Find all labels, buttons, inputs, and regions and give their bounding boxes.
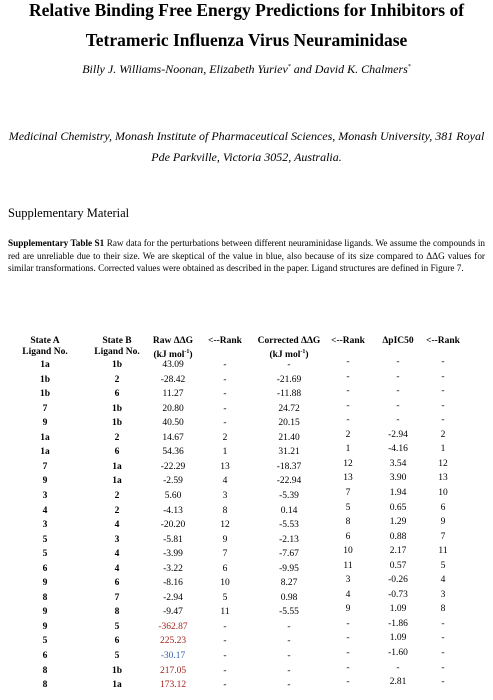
cell-raw-ddg: -362.87 — [158, 621, 188, 632]
cell-rank-dpic50: - — [441, 648, 445, 658]
cell-corrected-ddg: - — [287, 651, 291, 661]
cell-rank-dpic50: 10 — [438, 487, 448, 498]
cell-dpic50: - — [396, 357, 400, 367]
cell-raw-ddg: -3.22 — [163, 563, 183, 574]
cell-state-a: 9 — [42, 418, 48, 429]
cell-rank-dpic50: - — [441, 662, 445, 673]
header-corrected-ddg — [250, 336, 328, 361]
cell-state-b: 4 — [114, 549, 120, 560]
cell-rank-corrected: - — [346, 415, 350, 426]
cell-rank-corrected: 6 — [345, 531, 351, 542]
header-state-b — [84, 336, 150, 358]
header-state-a-label: State A — [30, 336, 60, 346]
cell-raw-ddg: -2.59 — [163, 476, 183, 487]
cell-state-b: 6 — [114, 636, 120, 647]
cell-raw-ddg: -22.29 — [160, 461, 186, 472]
cell-dpic50: 1.29 — [389, 517, 407, 528]
cell-state-a: 1a — [40, 447, 50, 458]
cell-raw-ddg: 40.50 — [162, 418, 184, 429]
cell-state-a: 4 — [42, 505, 48, 516]
cell-state-b: 8 — [114, 607, 120, 618]
cell-state-b: 1b — [111, 403, 123, 414]
cell-rank-corrected: 7 — [345, 487, 351, 498]
cell-rank-dpic50: - — [441, 386, 445, 397]
cell-rank-dpic50: 6 — [440, 502, 446, 513]
cell-raw-ddg: 173.12 — [159, 680, 187, 691]
header-raw-ddg-label: Raw ΔΔG — [152, 336, 194, 346]
cell-state-b: 5 — [114, 651, 120, 661]
cell-state-a: 9 — [42, 621, 48, 632]
cell-state-b: 1b — [111, 418, 123, 429]
cell-corrected-ddg: - — [287, 636, 291, 647]
cell-rank-dpic50: 13 — [438, 473, 448, 484]
cell-rank-raw: - — [223, 651, 227, 661]
cell-state-a: 6 — [42, 651, 48, 661]
cell-rank-dpic50: - — [441, 618, 445, 629]
cell-rank-corrected: 12 — [343, 458, 353, 469]
cell-rank-dpic50: 9 — [440, 517, 446, 528]
cell-raw-ddg: -30.17 — [160, 651, 186, 661]
cell-state-a: 3 — [42, 520, 48, 531]
cell-rank-dpic50: 5 — [440, 560, 446, 571]
cell-rank-raw: 4 — [222, 476, 228, 487]
cell-corrected-ddg: 0.14 — [280, 505, 298, 516]
cell-rank-raw: 6 — [222, 563, 228, 574]
cell-rank-dpic50: 12 — [438, 458, 448, 469]
cell-state-a: 5 — [42, 534, 48, 545]
cell-state-b: 1b — [111, 665, 123, 676]
unit-pre: (kJ mol — [153, 350, 185, 361]
cell-state-b: 1a — [112, 476, 122, 487]
cell-dpic50: 1.94 — [389, 487, 407, 498]
cell-state-b: 4 — [114, 563, 120, 574]
cell-rank-dpic50: 7 — [440, 531, 446, 542]
cell-corrected-ddg: -22.94 — [276, 476, 302, 487]
cell-raw-ddg: -8.16 — [163, 578, 183, 589]
affiliation-line-1: Medicinal Chemistry, Monash Institute of Pharmaceutical Sciences, Monash University, 381 Royal — [8, 129, 485, 143]
author-name: Elizabeth Yuriev — [209, 62, 288, 76]
cell-rank-dpic50: - — [441, 633, 445, 644]
cell-rank-raw: - — [223, 403, 227, 414]
cell-state-a: 1a — [40, 360, 50, 370]
cell-dpic50: -0.26 — [388, 575, 408, 586]
cell-rank-corrected: - — [346, 633, 350, 644]
cell-rank-raw: 10 — [220, 578, 230, 589]
section-heading: Supplementary Material — [8, 206, 130, 220]
affiliation-line-2: Pde Parkville, Victoria 3052, Australia. — [151, 150, 342, 164]
header-raw-ddg — [143, 336, 203, 361]
cell-raw-ddg: -20.20 — [160, 520, 186, 531]
cell-dpic50: - — [396, 415, 400, 426]
cell-rank-corrected: 3 — [345, 575, 351, 586]
cell-state-a: 1b — [39, 374, 51, 385]
cell-corrected-ddg: 24.72 — [278, 403, 300, 414]
cell-state-a: 7 — [42, 461, 48, 472]
cell-rank-raw: 3 — [222, 490, 228, 501]
cell-dpic50: -4.16 — [388, 444, 408, 455]
cell-state-b: 1b — [111, 360, 123, 370]
cell-state-a: 7 — [42, 403, 48, 414]
cell-state-a: 3 — [42, 490, 48, 501]
cell-rank-dpic50: - — [441, 415, 445, 426]
cell-rank-dpic50: 3 — [440, 589, 446, 600]
cell-corrected-ddg: 8.27 — [280, 578, 298, 589]
cell-rank-dpic50: - — [441, 357, 445, 367]
cell-raw-ddg: 11.27 — [162, 389, 184, 400]
cell-dpic50: -2.94 — [388, 429, 408, 440]
header-corr-label: Corrected ΔΔG — [257, 336, 321, 346]
header-dpic50: ΔpIC50 — [382, 336, 414, 346]
cell-rank-corrected: 4 — [345, 589, 351, 600]
cell-rank-raw: 5 — [222, 592, 228, 603]
cell-rank-dpic50: - — [441, 677, 445, 688]
cell-rank-dpic50: - — [441, 371, 445, 382]
cell-rank-raw: 2 — [222, 432, 228, 443]
cell-rank-corrected: - — [346, 618, 350, 629]
cell-corrected-ddg: -2.13 — [279, 534, 299, 545]
cell-rank-raw: - — [223, 636, 227, 647]
caption-label: Supplementary Table S1 — [8, 238, 105, 248]
unit-sup: -1 — [300, 349, 306, 355]
cell-corrected-ddg: - — [287, 621, 291, 632]
cell-state-b: 1a — [112, 461, 122, 472]
unit-sup: -1 — [184, 349, 190, 355]
cell-rank-corrected: - — [346, 648, 350, 658]
cell-rank-corrected: 2 — [345, 429, 351, 440]
cell-corrected-ddg: -5.39 — [279, 490, 299, 501]
cell-rank-dpic50: 1 — [440, 444, 446, 455]
cell-state-a: 1b — [39, 389, 51, 400]
cell-rank-corrected: - — [346, 357, 350, 367]
cell-dpic50: 1.09 — [389, 604, 407, 615]
cell-corrected-ddg: -9.95 — [279, 563, 299, 574]
corresponding-author-mark: * — [287, 64, 291, 70]
cell-corrected-ddg: 21.40 — [278, 432, 300, 443]
cell-state-a: 5 — [42, 549, 48, 560]
cell-raw-ddg: 54.36 — [162, 447, 184, 458]
cell-state-a: 1a — [40, 432, 50, 443]
author-separator: , — [203, 62, 210, 76]
cell-dpic50: 2.17 — [389, 546, 407, 557]
table-caption — [8, 237, 485, 275]
cell-rank-corrected: - — [346, 677, 350, 688]
cell-state-b: 6 — [114, 389, 120, 400]
cell-rank-raw: - — [223, 665, 227, 676]
cell-raw-ddg: 20.80 — [162, 403, 184, 414]
cell-state-b: 7 — [114, 592, 120, 603]
cell-state-b: 2 — [114, 374, 120, 385]
cell-raw-ddg: -2.94 — [163, 592, 183, 603]
cell-state-a: 5 — [42, 636, 48, 647]
unit-pre: (kJ mol — [269, 350, 301, 361]
cell-state-b: 2 — [114, 490, 120, 501]
cell-dpic50: -1.60 — [388, 648, 408, 658]
author-list — [0, 62, 493, 77]
cell-rank-corrected: - — [346, 662, 350, 673]
cell-dpic50: 0.57 — [389, 560, 407, 571]
header-state-a-ligand: Ligand No. — [22, 347, 68, 357]
cell-corrected-ddg: -7.67 — [279, 549, 299, 560]
cell-rank-raw: - — [223, 389, 227, 400]
cell-rank-corrected: 9 — [345, 604, 351, 615]
title-line-1: Relative Binding Free Energy Predictions for Inhibitors of — [28, 0, 465, 20]
cell-state-b: 3 — [114, 534, 120, 545]
author-separator: and — [290, 62, 315, 76]
cell-state-a: 8 — [42, 680, 48, 691]
cell-rank-raw: - — [223, 374, 227, 385]
cell-state-a: 9 — [42, 607, 48, 618]
cell-corrected-ddg: -5.53 — [279, 520, 299, 531]
author-name: David K. Chalmers — [314, 62, 408, 76]
cell-dpic50: -1.86 — [388, 618, 408, 629]
cell-rank-corrected: 5 — [345, 502, 351, 513]
title-line-2: Tetrameric Influenza Virus Neuraminidase — [85, 30, 408, 50]
corresponding-author-mark: * — [407, 64, 411, 70]
header-state-b-ligand: Ligand No. — [94, 347, 140, 357]
cell-state-b: 4 — [114, 520, 120, 531]
cell-raw-ddg: -28.42 — [160, 374, 186, 385]
cell-dpic50: - — [396, 386, 400, 397]
cell-corrected-ddg: -21.69 — [276, 374, 302, 385]
cell-state-b: 6 — [114, 578, 120, 589]
cell-rank-corrected: 11 — [343, 560, 353, 571]
header-rank-1: <--Rank — [208, 336, 242, 346]
unit-post: ) — [305, 350, 309, 361]
cell-raw-ddg: -4.13 — [163, 505, 183, 516]
cell-raw-ddg: 5.60 — [164, 490, 182, 501]
cell-rank-corrected: 10 — [343, 546, 353, 557]
cell-rank-raw: 8 — [222, 505, 228, 516]
cell-dpic50: 1.09 — [389, 633, 407, 644]
cell-state-a: 8 — [42, 665, 48, 676]
cell-rank-raw: - — [223, 360, 227, 370]
cell-rank-corrected: 8 — [345, 517, 351, 528]
cell-rank-corrected: 13 — [343, 473, 353, 484]
cell-rank-dpic50: - — [441, 400, 445, 411]
cell-raw-ddg: 217.05 — [159, 665, 187, 676]
cell-raw-ddg: -3.99 — [163, 549, 183, 560]
cell-corrected-ddg: -5.55 — [279, 607, 299, 618]
cell-dpic50: 0.65 — [389, 502, 407, 513]
cell-rank-raw: - — [223, 680, 227, 691]
cell-rank-raw: 9 — [222, 534, 228, 545]
cell-state-b: 6 — [114, 447, 120, 458]
header-rank-3: <--Rank — [426, 336, 460, 346]
cell-rank-dpic50: 11 — [438, 546, 448, 557]
cell-corrected-ddg: - — [287, 360, 291, 370]
cell-state-b: 5 — [114, 621, 120, 632]
cell-raw-ddg: -9.47 — [163, 607, 183, 618]
cell-rank-raw: 12 — [220, 520, 230, 531]
header-state-b-label: State B — [102, 336, 132, 346]
cell-state-b: 2 — [114, 432, 120, 443]
cell-state-a: 9 — [42, 476, 48, 487]
cell-rank-raw: - — [223, 621, 227, 632]
author-name: Billy J. Williams-Noonan — [82, 62, 204, 76]
cell-rank-corrected: - — [346, 386, 350, 397]
cell-corrected-ddg: - — [287, 680, 291, 691]
cell-rank-raw: 13 — [220, 461, 230, 472]
cell-rank-corrected: - — [346, 400, 350, 411]
cell-dpic50: 2.81 — [389, 677, 407, 688]
cell-corrected-ddg: 0.98 — [280, 592, 298, 603]
cell-dpic50: 0.88 — [389, 531, 407, 542]
cell-rank-corrected: 1 — [345, 444, 351, 455]
cell-state-a: 6 — [42, 563, 48, 574]
cell-corrected-ddg: -11.88 — [276, 389, 302, 400]
cell-raw-ddg: 43.09 — [162, 360, 184, 370]
cell-state-b: 2 — [114, 505, 120, 516]
cell-rank-raw: - — [223, 418, 227, 429]
cell-rank-corrected: - — [346, 371, 350, 382]
header-state-a — [12, 336, 78, 358]
unit-post: ) — [189, 350, 193, 361]
cell-corrected-ddg: 20.15 — [278, 418, 300, 429]
cell-state-a: 9 — [42, 578, 48, 589]
cell-rank-dpic50: 8 — [440, 604, 446, 615]
cell-corrected-ddg: -18.37 — [276, 461, 302, 472]
cell-state-a: 8 — [42, 592, 48, 603]
cell-dpic50: - — [396, 371, 400, 382]
cell-rank-raw: 1 — [222, 447, 228, 458]
cell-rank-raw: 7 — [222, 549, 228, 560]
header-rank-2: <--Rank — [331, 336, 365, 346]
cell-dpic50: - — [396, 662, 400, 673]
cell-raw-ddg: -5.81 — [163, 534, 183, 545]
cell-corrected-ddg: 31.21 — [278, 447, 300, 458]
caption-text: Raw data for the perturbations between different neuraminidase ligands. We assume the compounds in red are unreliable due to their size. We are skeptical of the value in blue, also because of its size compared to ΔΔG values for similar transformations. Corrected values were obtained as described in the paper. Ligand structures are defined in Figure 7. — [8, 238, 485, 274]
cell-raw-ddg: 14.67 — [162, 432, 184, 443]
cell-dpic50: -0.73 — [388, 589, 408, 600]
cell-corrected-ddg: - — [287, 665, 291, 676]
cell-rank-dpic50: 4 — [440, 575, 446, 586]
cell-raw-ddg: 225.23 — [159, 636, 187, 647]
cell-rank-dpic50: 2 — [440, 429, 446, 440]
cell-dpic50: 3.90 — [389, 473, 407, 484]
cell-state-b: 1a — [112, 680, 122, 691]
cell-dpic50: - — [396, 400, 400, 411]
cell-dpic50: 3.54 — [389, 458, 407, 469]
cell-rank-raw: 11 — [220, 607, 230, 618]
